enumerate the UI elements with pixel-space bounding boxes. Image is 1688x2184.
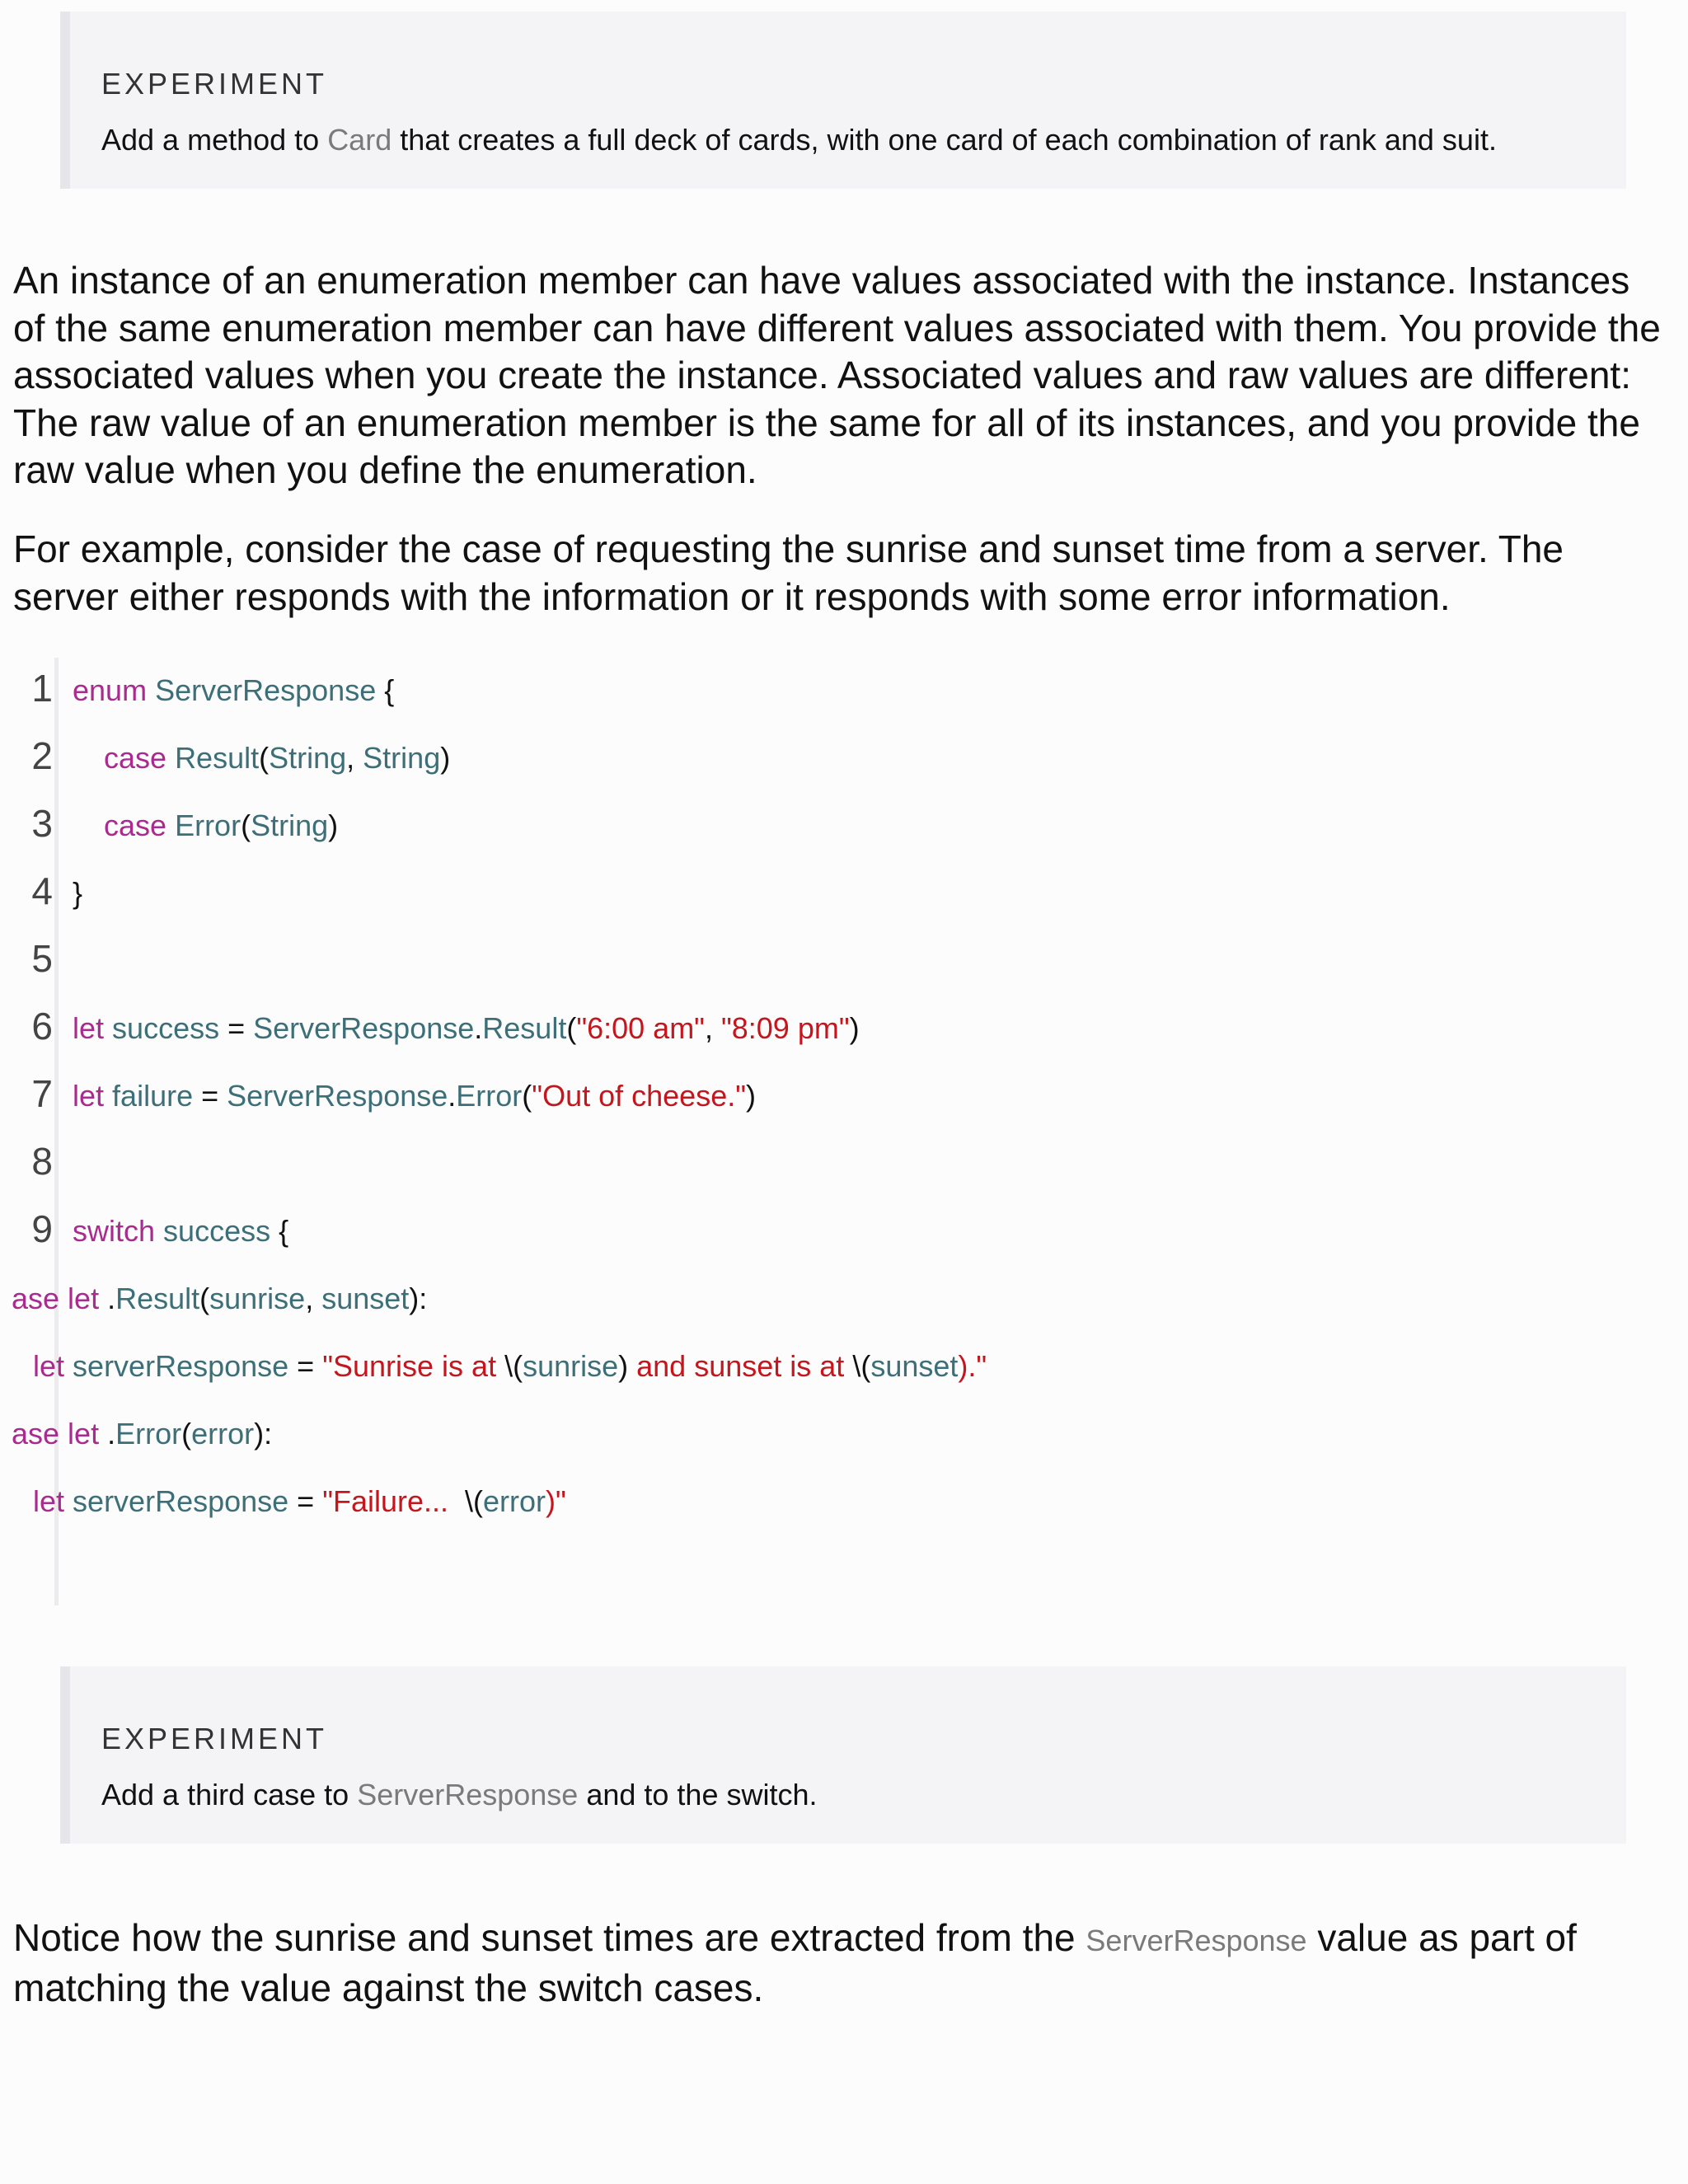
string-literal: "6:00 am"	[576, 1011, 705, 1045]
code-line	[0, 667, 1236, 725]
identifier: error	[191, 1417, 255, 1451]
identifier: sunrise	[523, 1349, 619, 1383]
identifier: Result	[175, 741, 260, 775]
code-line	[0, 802, 1236, 860]
inline-code: ServerResponse	[357, 1778, 579, 1811]
inline-code: ServerResponse	[1085, 1924, 1307, 1957]
punctuation: )	[746, 1079, 756, 1113]
inline-code: Card	[327, 123, 392, 157]
punctuation: ,	[704, 1011, 721, 1045]
operator: =	[193, 1079, 227, 1113]
identifier: serverResponse	[73, 1484, 289, 1518]
punctuation: (	[181, 1417, 192, 1451]
type-name: ServerResponse	[227, 1079, 448, 1113]
keyword: let	[33, 1349, 65, 1383]
code-line	[0, 1140, 1236, 1198]
punctuation: (	[566, 1011, 577, 1045]
punctuation: )	[849, 1011, 860, 1045]
keyword: ase let	[12, 1282, 100, 1315]
punctuation: ):	[254, 1417, 273, 1451]
keyword: switch	[73, 1214, 156, 1248]
line-number: 9	[31, 1207, 53, 1250]
punctuation: }	[73, 876, 83, 910]
experiment-title: EXPERIMENT	[101, 67, 328, 101]
identifier: Error	[115, 1417, 182, 1451]
punctuation: (	[259, 741, 270, 775]
line-number: 1	[31, 667, 53, 710]
experiment-callout	[60, 1666, 1626, 1844]
experiment-text	[101, 1780, 818, 1810]
identifier: sunset	[321, 1282, 410, 1315]
experiment-text	[101, 125, 1497, 155]
body-paragraph: An instance of an enumeration member can have values associated with the instance. Instances of the same enumeration member can have different values associated with them. You provide the associated values when you create the instance. Associated values and raw values are different: The raw value of an enumeration member is the same for all of its instances, and you provide the raw value when you define the enumeration.	[13, 259, 1661, 491]
identifier: error	[483, 1484, 546, 1518]
paragraph-text-after: value as part of matching the value against the switch cases.	[13, 1916, 1577, 2009]
string-literal: "Out of cheese."	[532, 1079, 746, 1113]
body-paragraph: For example, consider the case of requesting the sunrise and sunset time from a server. The server either responds with the information or it responds with some error information.	[13, 527, 1564, 618]
line-number: 8	[31, 1140, 53, 1183]
type-name: ServerResponse	[155, 673, 377, 707]
experiment-text-after: and to the switch.	[578, 1778, 818, 1811]
punctuation: {	[376, 673, 395, 707]
keyword: enum	[73, 673, 148, 707]
identifier: Error	[456, 1079, 523, 1113]
punctuation: (	[522, 1079, 532, 1113]
keyword: case	[104, 808, 167, 842]
identifier: Error	[175, 808, 241, 842]
code-line	[0, 1005, 1236, 1063]
body-paragraph	[13, 1915, 1670, 2012]
interpolation-open: \(	[852, 1349, 871, 1383]
experiment-text-after: that creates a full deck of cards, with one card of each combination of rank and suit.	[392, 123, 1497, 157]
identifier: sunrise	[209, 1282, 306, 1315]
experiment-text-before: Add a method to	[101, 123, 328, 157]
identifier: Result	[482, 1011, 567, 1045]
punctuation: .	[474, 1011, 483, 1045]
code-listing	[0, 658, 1236, 1605]
line-number: 2	[31, 734, 53, 777]
code-line	[0, 869, 1236, 928]
punctuation: )	[328, 808, 339, 842]
operator: =	[219, 1011, 254, 1045]
identifier: success	[163, 1214, 271, 1248]
string-literal: "Sunrise is at	[322, 1349, 505, 1383]
type-name: String	[251, 808, 329, 842]
string-literal: "Failure...	[322, 1484, 466, 1518]
string-literal: "8:09 pm"	[720, 1011, 850, 1045]
code-line	[0, 1284, 1236, 1333]
paragraph-text-before: Notice how the sunrise and sunset times are extracted from the	[13, 1916, 1086, 1959]
line-number: 6	[31, 1005, 53, 1047]
string-literal: )."	[958, 1349, 987, 1383]
type-name: ServerResponse	[253, 1011, 475, 1045]
type-name: String	[269, 741, 347, 775]
punctuation: (	[199, 1282, 210, 1315]
identifier: serverResponse	[73, 1349, 289, 1383]
code-line	[0, 1419, 1236, 1469]
string-literal: )"	[546, 1484, 566, 1518]
punctuation: {	[270, 1214, 289, 1248]
line-number: 4	[31, 869, 53, 912]
interpolation-open: \(	[504, 1349, 523, 1383]
keyword: ase let	[12, 1417, 100, 1451]
identifier: sunset	[870, 1349, 959, 1383]
code-line	[0, 734, 1236, 793]
code-line	[0, 1349, 1236, 1401]
experiment-title: EXPERIMENT	[101, 1722, 328, 1755]
code-line	[0, 937, 1236, 996]
line-number: 5	[31, 937, 53, 980]
line-number: 3	[31, 802, 53, 845]
experiment-callout	[60, 12, 1626, 189]
keyword: case	[104, 741, 167, 775]
punctuation: .	[99, 1417, 116, 1451]
identifier: Result	[115, 1282, 200, 1315]
keyword: let	[33, 1484, 65, 1518]
string-literal: and sunset is at	[628, 1349, 853, 1383]
punctuation: ,	[305, 1282, 322, 1315]
operator: =	[288, 1349, 323, 1383]
code-line	[0, 1484, 1236, 1536]
interpolation-close: )	[618, 1349, 629, 1383]
type-name: String	[363, 741, 441, 775]
code-line	[0, 1207, 1236, 1266]
identifier: success	[112, 1011, 220, 1045]
interpolation-open: \(	[465, 1484, 484, 1518]
operator: =	[288, 1484, 323, 1518]
punctuation: ):	[409, 1282, 428, 1315]
keyword: let	[73, 1011, 105, 1045]
punctuation: .	[448, 1079, 457, 1113]
line-number: 7	[31, 1072, 53, 1115]
code-line	[0, 1072, 1236, 1131]
punctuation: ,	[346, 741, 363, 775]
experiment-text-before: Add a third case to	[101, 1778, 358, 1811]
identifier: failure	[112, 1079, 194, 1113]
punctuation: .	[99, 1282, 116, 1315]
keyword: let	[73, 1079, 105, 1113]
punctuation: (	[241, 808, 251, 842]
punctuation: )	[440, 741, 451, 775]
